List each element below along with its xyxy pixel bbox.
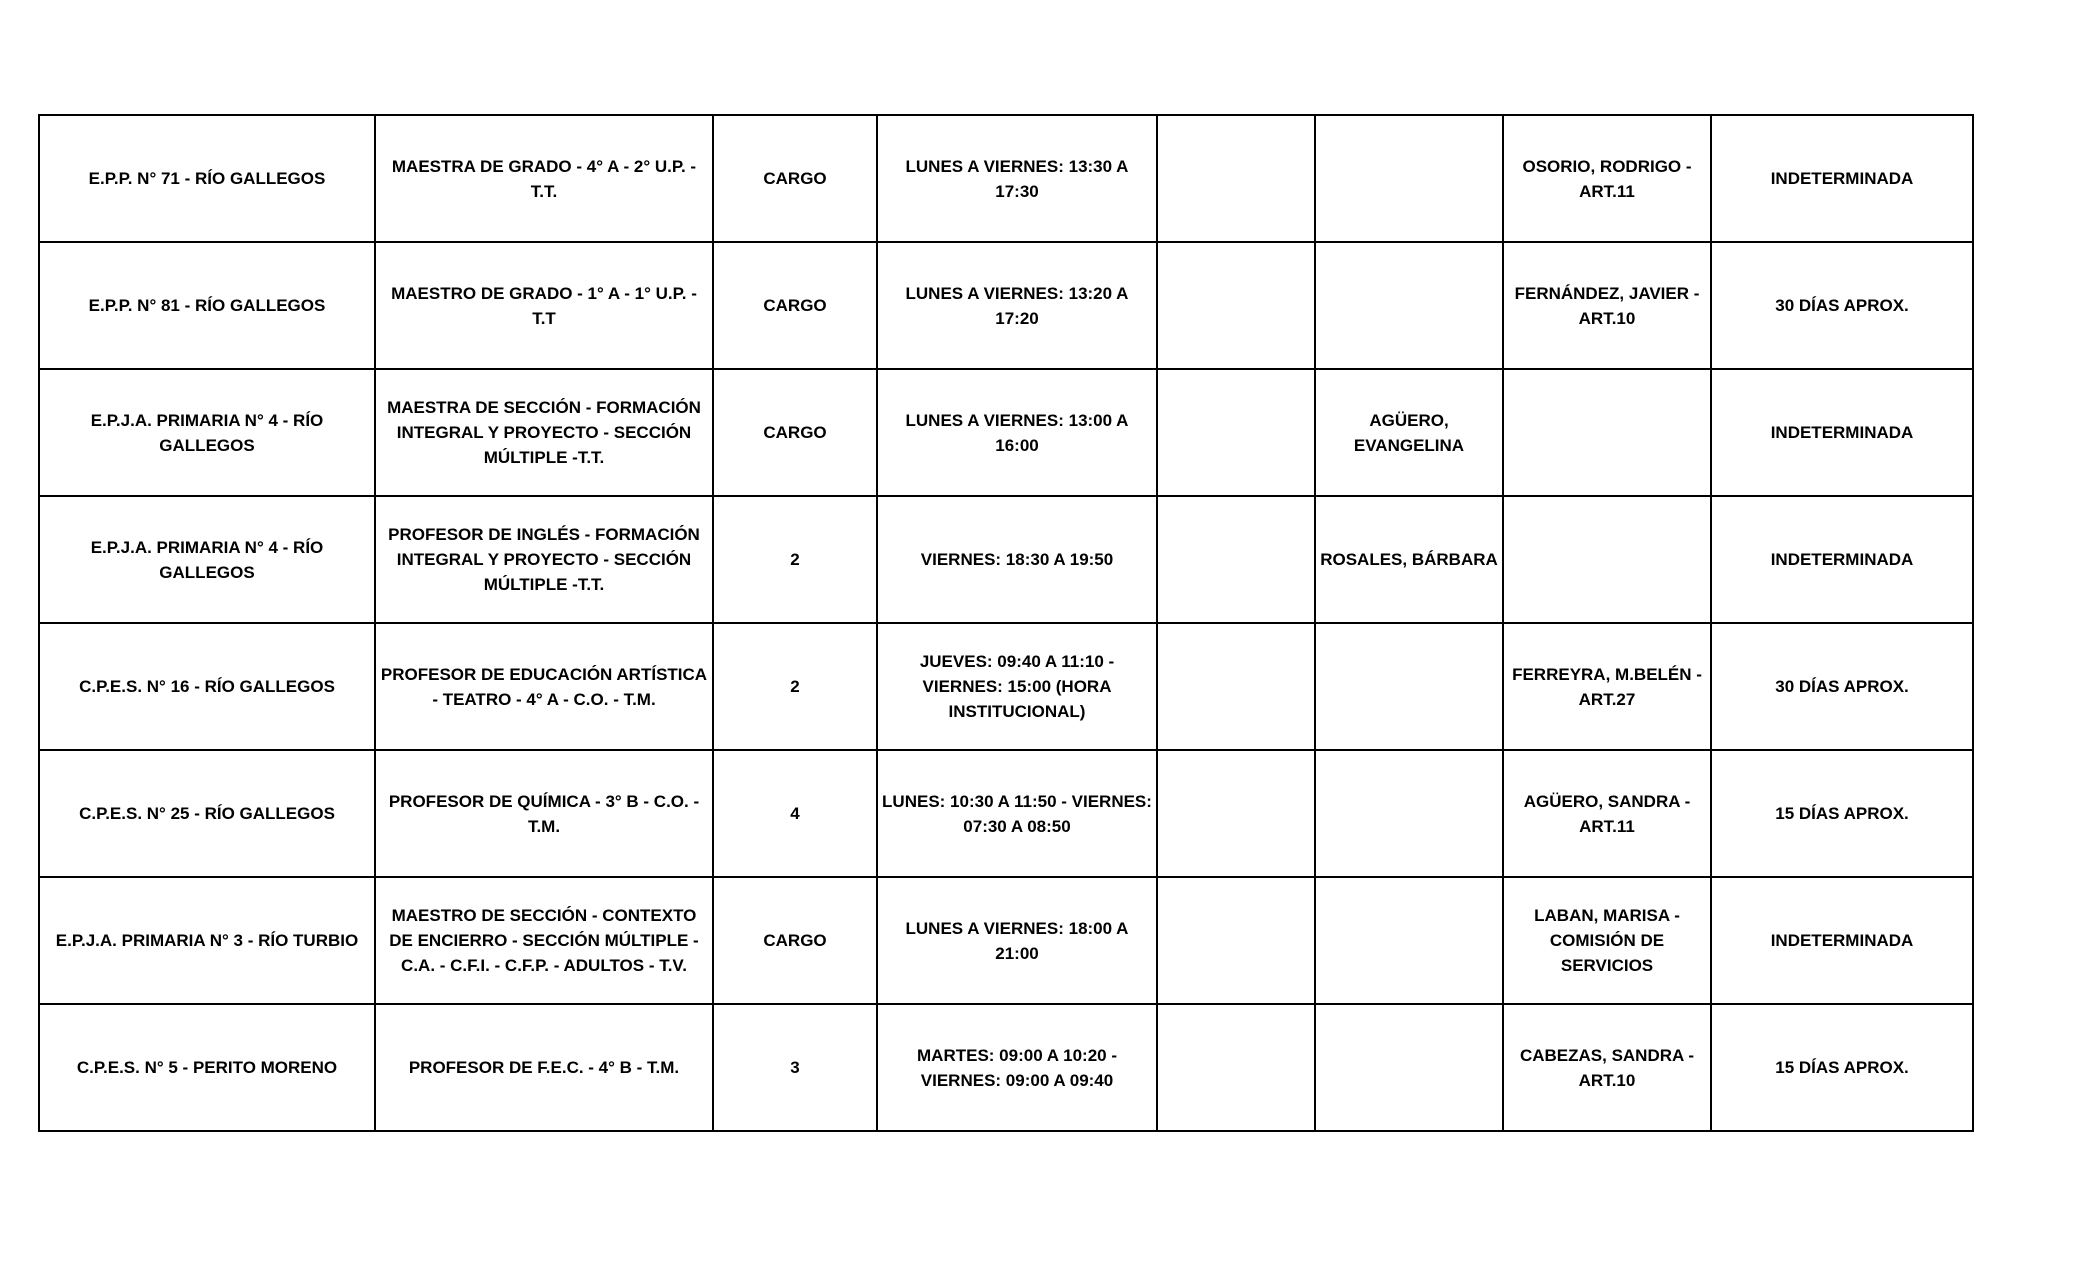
cell-designado bbox=[1315, 242, 1503, 369]
cell-duracion: INDETERMINADA bbox=[1711, 877, 1973, 1004]
cell-horas: 2 bbox=[713, 623, 877, 750]
cell-designado bbox=[1315, 1004, 1503, 1131]
cell-duracion: INDETERMINADA bbox=[1711, 115, 1973, 242]
cell-designado: AGÜERO, EVANGELINA bbox=[1315, 369, 1503, 496]
table-row bbox=[39, 877, 1973, 1004]
cell-escuela: E.P.P. N° 81 - RÍO GALLEGOS bbox=[39, 242, 375, 369]
cell-horario: LUNES A VIERNES: 13:00 A 16:00 bbox=[877, 369, 1157, 496]
cell-horario: LUNES A VIERNES: 13:30 A 17:30 bbox=[877, 115, 1157, 242]
cell-duracion: 30 DÍAS APROX. bbox=[1711, 242, 1973, 369]
cell-escuela: E.P.P. N° 71 - RÍO GALLEGOS bbox=[39, 115, 375, 242]
cell-cargo: PROFESOR DE EDUCACIÓN ARTÍSTICA - TEATRO - 4° A - C.O. - T.M. bbox=[375, 623, 713, 750]
cell-designado bbox=[1315, 877, 1503, 1004]
cell-reemplaza: FERREYRA, M.BELÉN - ART.27 bbox=[1503, 623, 1711, 750]
cell-horario: VIERNES: 18:30 A 19:50 bbox=[877, 496, 1157, 623]
table-row bbox=[39, 750, 1973, 877]
cell-cargo: MAESTRO DE SECCIÓN - CONTEXTO DE ENCIERRO - SECCIÓN MÚLTIPLE - C.A. - C.F.I. - C.F.P. - ADULTOS - T.V. bbox=[375, 877, 713, 1004]
cell-duracion: INDETERMINADA bbox=[1711, 369, 1973, 496]
cell-escuela: E.P.J.A. PRIMARIA N° 4 - RÍO GALLEGOS bbox=[39, 496, 375, 623]
cell-duracion: INDETERMINADA bbox=[1711, 496, 1973, 623]
cell-cargo: MAESTRO DE GRADO - 1° A - 1° U.P. - T.T bbox=[375, 242, 713, 369]
cell-escuela: E.P.J.A. PRIMARIA N° 3 - RÍO TURBIO bbox=[39, 877, 375, 1004]
cell-empty bbox=[1157, 877, 1315, 1004]
table-body bbox=[39, 115, 1973, 1131]
cell-duracion: 15 DÍAS APROX. bbox=[1711, 1004, 1973, 1131]
cell-horario: LUNES: 10:30 A 11:50 - VIERNES: 07:30 A 08:50 bbox=[877, 750, 1157, 877]
cell-reemplaza bbox=[1503, 496, 1711, 623]
cell-cargo: PROFESOR DE QUÍMICA - 3° B - C.O. - T.M. bbox=[375, 750, 713, 877]
cell-reemplaza: OSORIO, RODRIGO - ART.11 bbox=[1503, 115, 1711, 242]
cell-empty bbox=[1157, 750, 1315, 877]
table-row bbox=[39, 115, 1973, 242]
cell-horas: CARGO bbox=[713, 877, 877, 1004]
cell-horario: JUEVES: 09:40 A 11:10 - VIERNES: 15:00 (HORA INSTITUCIONAL) bbox=[877, 623, 1157, 750]
cell-designado bbox=[1315, 623, 1503, 750]
cell-horas: 4 bbox=[713, 750, 877, 877]
cell-escuela: C.P.E.S. N° 5 - PERITO MORENO bbox=[39, 1004, 375, 1131]
cell-cargo: MAESTRA DE GRADO - 4° A - 2° U.P. - T.T. bbox=[375, 115, 713, 242]
cell-reemplaza: FERNÁNDEZ, JAVIER - ART.10 bbox=[1503, 242, 1711, 369]
cell-horario: LUNES A VIERNES: 13:20 A 17:20 bbox=[877, 242, 1157, 369]
cell-designado bbox=[1315, 115, 1503, 242]
cell-reemplaza bbox=[1503, 369, 1711, 496]
cell-empty bbox=[1157, 242, 1315, 369]
cell-horas: CARGO bbox=[713, 242, 877, 369]
table-row bbox=[39, 496, 1973, 623]
cell-empty bbox=[1157, 623, 1315, 750]
cell-horas: CARGO bbox=[713, 369, 877, 496]
cell-cargo: PROFESOR DE F.E.C. - 4° B - T.M. bbox=[375, 1004, 713, 1131]
cell-horario: MARTES: 09:00 A 10:20 - VIERNES: 09:00 A 09:40 bbox=[877, 1004, 1157, 1131]
cell-horas: CARGO bbox=[713, 115, 877, 242]
cell-duracion: 30 DÍAS APROX. bbox=[1711, 623, 1973, 750]
cell-empty bbox=[1157, 115, 1315, 242]
table-row bbox=[39, 1004, 1973, 1131]
cell-cargo: PROFESOR DE INGLÉS - FORMACIÓN INTEGRAL Y PROYECTO - SECCIÓN MÚLTIPLE -T.T. bbox=[375, 496, 713, 623]
cell-designado bbox=[1315, 750, 1503, 877]
cell-reemplaza: CABEZAS, SANDRA - ART.10 bbox=[1503, 1004, 1711, 1131]
table-row bbox=[39, 242, 1973, 369]
cell-designado: ROSALES, BÁRBARA bbox=[1315, 496, 1503, 623]
cell-cargo: MAESTRA DE SECCIÓN - FORMACIÓN INTEGRAL Y PROYECTO - SECCIÓN MÚLTIPLE -T.T. bbox=[375, 369, 713, 496]
cell-escuela: E.P.J.A. PRIMARIA N° 4 - RÍO GALLEGOS bbox=[39, 369, 375, 496]
cell-empty bbox=[1157, 1004, 1315, 1131]
cell-empty bbox=[1157, 496, 1315, 623]
table-row bbox=[39, 623, 1973, 750]
cell-horas: 2 bbox=[713, 496, 877, 623]
cell-escuela: C.P.E.S. N° 25 - RÍO GALLEGOS bbox=[39, 750, 375, 877]
cell-escuela: C.P.E.S. N° 16 - RÍO GALLEGOS bbox=[39, 623, 375, 750]
vacancies-table bbox=[38, 114, 1974, 1132]
cell-reemplaza: AGÜERO, SANDRA - ART.11 bbox=[1503, 750, 1711, 877]
cell-horario: LUNES A VIERNES: 18:00 A 21:00 bbox=[877, 877, 1157, 1004]
cell-horas: 3 bbox=[713, 1004, 877, 1131]
table-row bbox=[39, 369, 1973, 496]
cell-reemplaza: LABAN, MARISA - COMISIÓN DE SERVICIOS bbox=[1503, 877, 1711, 1004]
cell-empty bbox=[1157, 369, 1315, 496]
cell-duracion: 15 DÍAS APROX. bbox=[1711, 750, 1973, 877]
